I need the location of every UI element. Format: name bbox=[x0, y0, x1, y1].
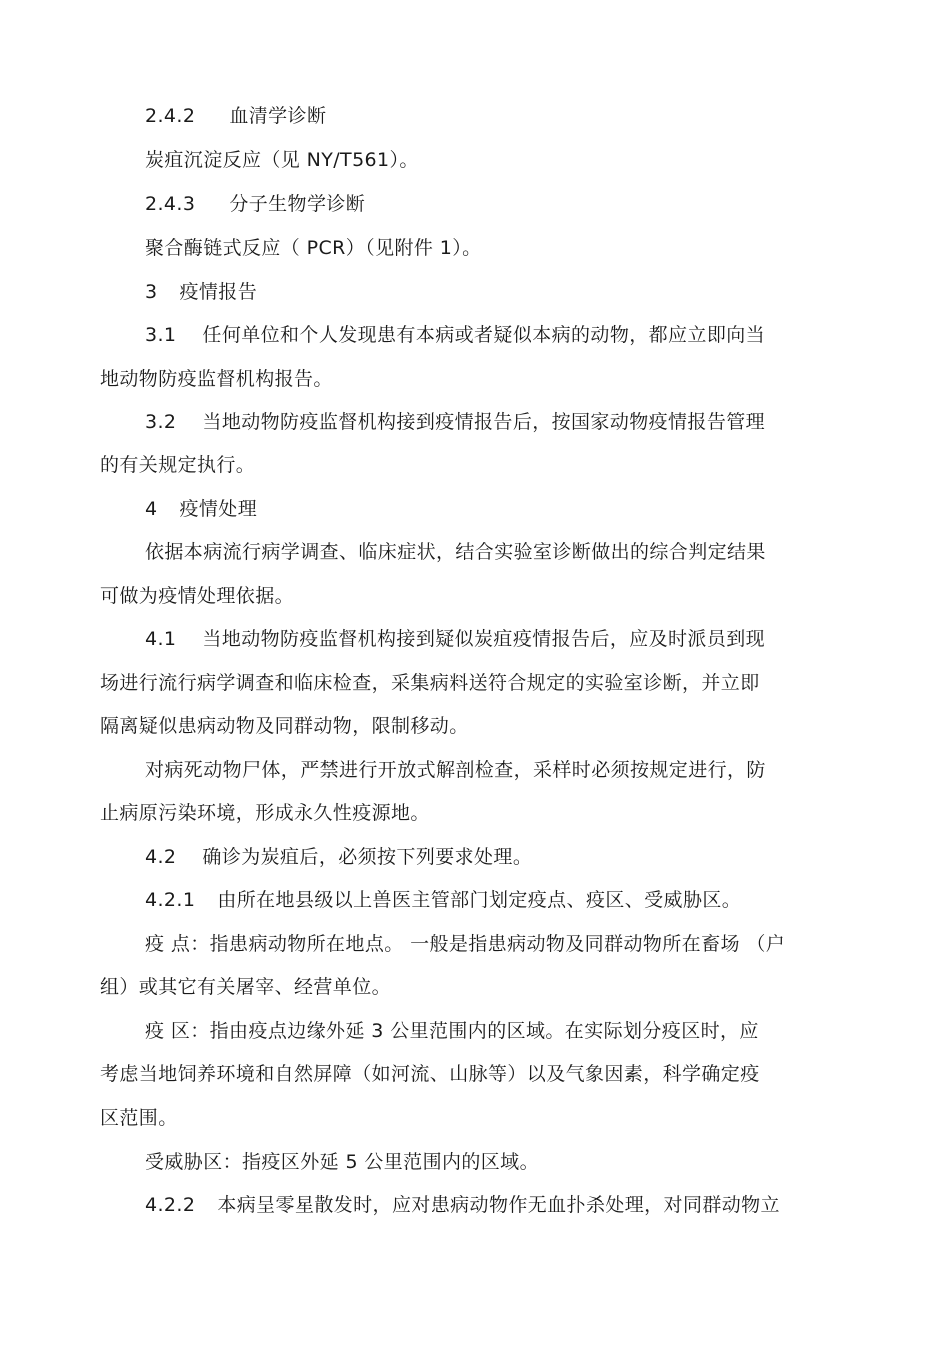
paragraph-line: 组）或其它有关屠宰、经营单位。 bbox=[100, 976, 392, 998]
section-heading-4 bbox=[145, 497, 257, 521]
section-number: 3 bbox=[145, 281, 158, 303]
section-heading-2-4-3 bbox=[145, 192, 365, 216]
paragraph-line: 对病死动物尸体，严禁进行开放式解剖检查，采样时必须按规定进行，防 bbox=[145, 759, 766, 781]
paragraph-line: 聚合酶链式反应（ PCR）（见附件 1）。 bbox=[145, 237, 482, 259]
section-number: 3.1 bbox=[145, 324, 177, 346]
paragraph-line: 止病原污染环境，形成永久性疫源地。 bbox=[100, 802, 430, 824]
paragraph-line: 炭疽沉淀反应（见 NY/T561）。 bbox=[145, 149, 419, 171]
section-number: 4.2.2 bbox=[145, 1194, 196, 1216]
section-number: 2.4.2 bbox=[145, 105, 196, 127]
paragraph-text: 由所在地县级以上兽医主管部门划定疫点、疫区、受威胁区。 bbox=[217, 889, 742, 911]
paragraph-text: 确诊为炭疽后，必须按下列要求处理。 bbox=[202, 846, 533, 868]
section-number: 3.2 bbox=[145, 411, 177, 433]
paragraph-line bbox=[145, 627, 765, 651]
section-title: 疫情处理 bbox=[179, 498, 258, 520]
paragraph-line: 场进行流行病学调查和临床检查，采集病料送符合规定的实验室诊断，并立即 bbox=[100, 672, 760, 694]
paragraph-line: 受威胁区：指疫区外延 5 公里范围内的区域。 bbox=[145, 1151, 539, 1173]
paragraph-line bbox=[145, 845, 532, 869]
paragraph-line: 疫 区：指由疫点边缘外延 3 公里范围内的区域。在实际划分疫区时，应 bbox=[145, 1020, 759, 1042]
paragraph-line: 的有关规定执行。 bbox=[100, 454, 256, 476]
section-heading-3 bbox=[145, 280, 257, 304]
paragraph-line: 地动物防疫监督机构报告。 bbox=[100, 368, 333, 390]
paragraph-line: 疫 点：指患病动物所在地点。 一般是指患病动物及同群动物所在畜场 （户 bbox=[145, 933, 786, 955]
paragraph-line: 区范围。 bbox=[100, 1107, 178, 1129]
paragraph-line bbox=[145, 888, 741, 912]
paragraph-text: 本病呈零星散发时，应对患病动物作无血扑杀处理，对同群动物立 bbox=[217, 1194, 780, 1216]
section-number: 4.2.1 bbox=[145, 889, 196, 911]
section-number: 2.4.3 bbox=[145, 193, 196, 215]
paragraph-line: 隔离疑似患病动物及同群动物，限制移动。 bbox=[100, 715, 469, 737]
section-number: 4.1 bbox=[145, 628, 177, 650]
paragraph-line: 考虑当地饲养环境和自然屏障（如河流、山脉等）以及气象因素，科学确定疫 bbox=[100, 1063, 760, 1085]
section-number: 4.2 bbox=[145, 846, 177, 868]
paragraph-line bbox=[145, 1193, 780, 1217]
section-title: 血清学诊断 bbox=[229, 105, 327, 127]
paragraph-line bbox=[145, 323, 765, 347]
section-title: 疫情报告 bbox=[179, 281, 258, 303]
section-number: 4 bbox=[145, 498, 158, 520]
section-heading-2-4-2 bbox=[145, 104, 326, 128]
paragraph-text: 当地动物防疫监督机构接到疑似炭疽疫情报告后，应及时派员到现 bbox=[202, 628, 766, 650]
section-title: 分子生物学诊断 bbox=[229, 193, 366, 215]
paragraph-line: 可做为疫情处理依据。 bbox=[100, 585, 295, 607]
paragraph-text: 任何单位和个人发现患有本病或者疑似本病的动物，都应立即向当 bbox=[202, 324, 766, 346]
paragraph-line: 依据本病流行病学调查、临床症状，结合实验室诊断做出的综合判定结果 bbox=[145, 541, 766, 563]
paragraph-text: 当地动物防疫监督机构接到疫情报告后，按国家动物疫情报告管理 bbox=[202, 411, 766, 433]
paragraph-line bbox=[145, 410, 765, 434]
